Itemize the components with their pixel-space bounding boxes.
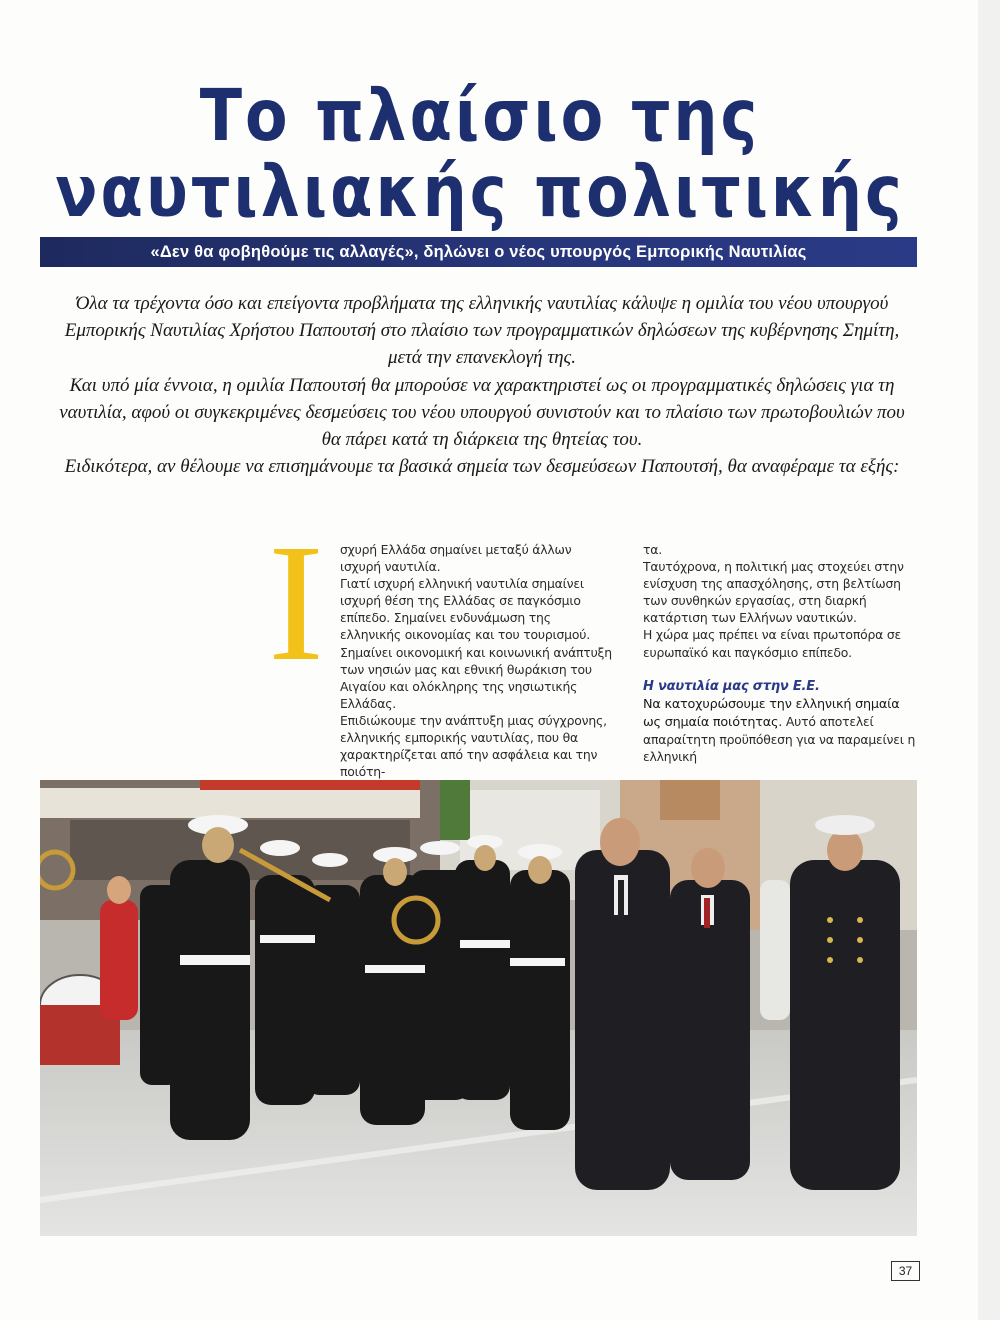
parade-photo-illustration <box>40 780 917 1236</box>
body-column-1 <box>327 541 615 780</box>
lead-text-1: Όλα τα τρέχοντα όσο και επείγοντα προβλήματα της ελληνικής ναυτιλίας κάλυψε η ομιλία του νέου υπουργού Εμπορικής Ναυτιλίας Χρήστου Παπουτσή στο πλαίσιο των προγραμματικών δηλώσεων της κυβέρνησης Σημίτη, μετά την επανεκλογή της. <box>64 293 900 369</box>
lead-text-3: Ειδικότερα, αν θέλουμε να επισημάνουμε τα βασικά σημεία των δεσμεύσεων Παπουτσή, θα αναφέραμε τα εξής: <box>64 456 900 478</box>
body-column-2 <box>643 541 921 765</box>
parade-photo <box>40 780 917 1236</box>
subtitle-bar: «Δεν θα φοβηθούμε τις αλλαγές», δηλώνει ο νέος υπουργός Εμπορικής Ναυτιλίας <box>40 237 917 267</box>
page-edge <box>978 0 1000 1320</box>
body-paragraph: Ταυτόχρονα, η πολιτική μας στοχεύει στην ενίσχυση της απασχόλησης, στη βελτίωση των συνθηκών εργασίας, στη διαρκή κατάρτιση των Ελλήνων ναυτικών. <box>643 559 904 626</box>
section-paragraph <box>643 695 921 765</box>
section-text: Αυτό αποτελεί απαραίτητη προϋπόθεση για να παραμείνει η ελληνική <box>643 713 916 765</box>
section-emphasis: Να κατοχυρώσουμε την ελληνική σημαία ως σημαία ποιότητας. <box>643 696 900 730</box>
drop-cap: Ι <box>268 510 324 696</box>
title-line-1: Το πλαίσιο της <box>199 73 761 158</box>
body-paragraph: τα. <box>643 542 662 557</box>
body-paragraph: Επιδιώκουμε την ανάπτυξη μιας σύγχρονης, ελληνικής εμπορικής ναυτιλίας, που θα χαρακτηρίζεται από την ασφάλεια και την ποιότη- <box>340 712 607 780</box>
body-paragraph: Η χώρα μας πρέπει να είναι πρωτοπόρα σε ευρωπαϊκό και παγκόσμιο επίπεδο. <box>643 627 901 660</box>
section-heading: Η ναυτιλία μας στην Ε.Ε. <box>643 678 820 694</box>
body-paragraph: Γιατί ισχυρή ελληνική ναυτιλία σημαίνει ισχυρή θέση της Ελλάδας σε παγκόσμιο επίπεδο. Σημαίνει ενδυνάμωση της ελληνικής οικονομίας και του τουρισμού. Σημαίνει οικονομική και κοινωνική ανάπτυξη των νησιών μας και εθνική θωράκιση του Αιγαίου και ολόκληρης της νησιωτικής Ελλάδας. <box>340 576 612 711</box>
page-number: 37 <box>891 1261 920 1281</box>
body-paragraph: σχυρή Ελλάδα σημαίνει μεταξύ άλλων ισχυρή ναυτιλία. <box>340 542 572 575</box>
lead-text-2: Και υπό μία έννοια, η ομιλία Παπουτσή θα μπορούσε να χαρακτηριστεί ως οι προγραμματικές δηλώσεις για τη ναυτιλία, αφού οι συγκεκριμένες δεσμεύσεις του νέου υπουργού συνιστούν και το πλαίσιο των πρωτοβουλιών που θα πάρει κατά τη διάρκεια της θητείας του. <box>59 374 905 451</box>
title-line-2: ναυτιλιακής πολιτικής <box>55 149 905 234</box>
lead-paragraph <box>48 290 916 480</box>
article-title <box>0 73 960 234</box>
